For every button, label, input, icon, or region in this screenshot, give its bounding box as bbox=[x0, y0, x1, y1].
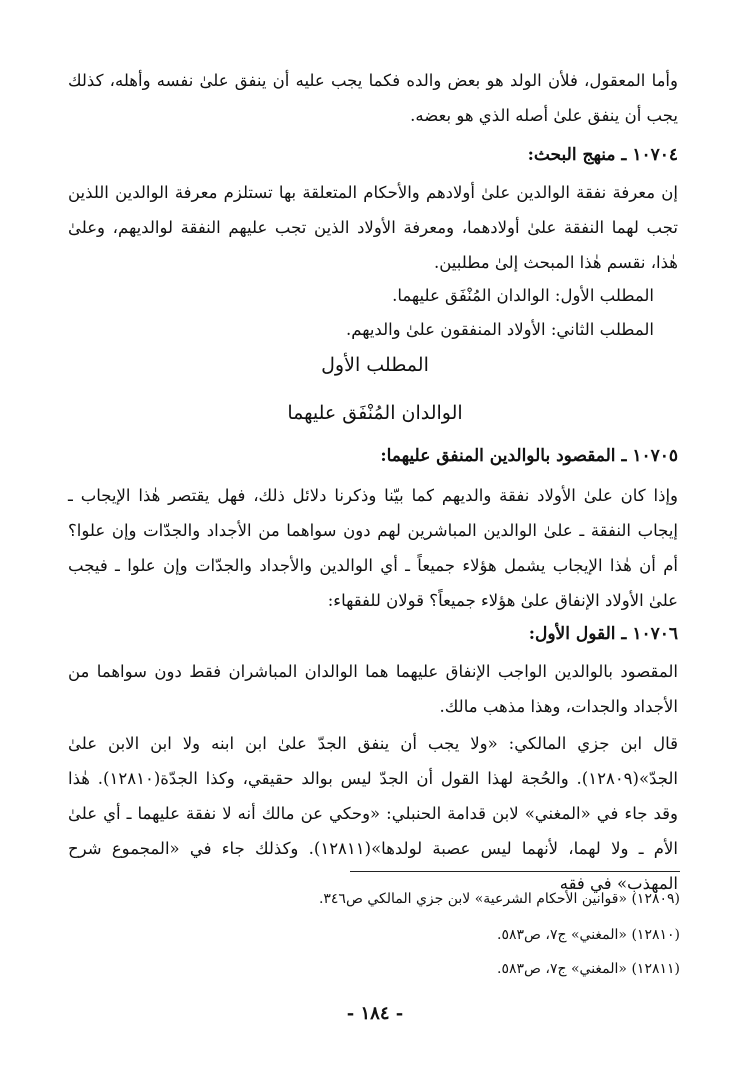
chapter-title: المطلب الأول bbox=[321, 354, 429, 376]
section-heading-method: ١٠٧٠٤ ـ منهج البحث: bbox=[527, 145, 678, 165]
footnote-1: (١٢٨٠٩) «قوانين الأحكام الشرعية» لابن جزي المالكي ص٣٤٦. bbox=[318, 891, 680, 907]
section-heading-meaning: ١٠٧٠٥ ـ المقصود بالوالدين المنفق عليهما: bbox=[380, 446, 678, 466]
paragraph-method: إن معرفة نفقة الوالدين علىٰ أولادهم والأحكام المتعلقة بها تستلزم معرفة الوالدين اللذين تجب لهما النفقة علىٰ أولادهما، ومعرفة الأولاد الذين تجب عليهم النفقة لوالديهم، وعلىٰ هٰذا، نقسم هٰذا المبحث إلىٰ مطلبين. bbox=[68, 183, 678, 272]
paragraph-question: وإذا كان علىٰ الأولاد نفقة والديهم كما بيّنا وذكرنا دلائل ذلك، فهل يقتصر هٰذا الإيجاب ـ إيجاب النفقة ـ علىٰ الوالدين المباشرين لهم دون سواهما من الأجداد والجدّات وإن علوا؟ أم أن هٰذا الإيجاب يشمل هؤلاء جميعاً ـ أي الوالدين والأجداد والجدّات وإن علوا ـ فيجب علىٰ الأولاد الإنفاق علىٰ هؤلاء جميعاً؟ قولان للفقهاء: bbox=[68, 486, 678, 610]
chapter-subtitle: الوالدان المُنْفَق عليهما bbox=[287, 402, 463, 424]
paragraph-first-opinion: المقصود بالوالدين الواجب الإنفاق عليهما هما الوالدان المباشران فقط دون سواهما من الأجداد والجدات، وهذا مذهب مالك. bbox=[68, 662, 678, 716]
footnote-2: (١٢٨١٠) «المغني» ج٧، ص٥٨٣. bbox=[497, 927, 680, 943]
footnote-divider bbox=[350, 871, 680, 872]
subsection-line-1: المطلب الأول: الوالدان المُنْفَق عليهما. bbox=[392, 286, 654, 305]
paragraph-reasoning: وأما المعقول، فلأن الولد هو بعض والده فكما يجب عليه أن ينفق علىٰ نفسه وأهله، كذلك يجب أن ينفق علىٰ أصله الذي هو بعضه. bbox=[68, 71, 678, 125]
page-number: - ١٨٤ - bbox=[346, 1003, 404, 1024]
footnote-3: (١٢٨١١) «المغني» ج٧، ص٥٨٣. bbox=[497, 961, 680, 977]
section-heading-first-opinion: ١٠٧٠٦ ـ القول الأول: bbox=[528, 624, 678, 644]
paragraph-quotes: قال ابن جزي المالكي: «ولا يجب أن ينفق الجدّ علىٰ ابن ابنه ولا ابن الابن علىٰ الجدّ»(١٢٨٠٩). والحُجة لهذا القول أن الجدّ ليس بوالد حقيقي، وكذا الجدّة(١٢٨١٠). هٰذا وقد جاء في «المغني» لابن قدامة الحنبلي: «وحكي عن مالك أنه لا نفقة عليهما ـ أي علىٰ الأم ـ ولا لهما، لأنهما ليس عصبة لولدها»(١٢٨١١). وكذلك جاء في «المجموع شرح المهذب» في فقه bbox=[68, 734, 679, 893]
subsection-line-2: المطلب الثاني: الأولاد المنفقون علىٰ والديهم. bbox=[345, 320, 654, 339]
